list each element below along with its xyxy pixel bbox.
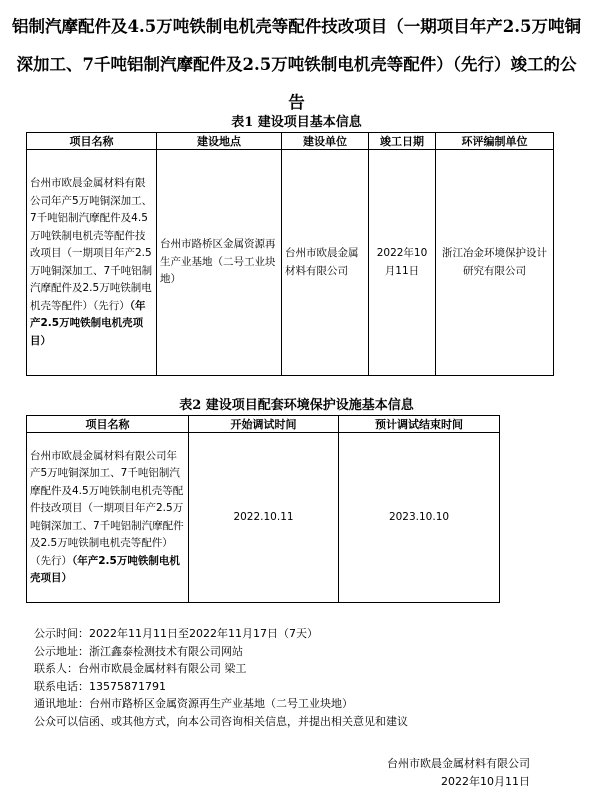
env-facility-info-table [26, 415, 500, 603]
table-header-row [27, 133, 554, 150]
publicity-period: 公示时间：2022年11月11日至2022年11月17日（7天） [34, 627, 318, 640]
project-name-cell [27, 150, 157, 376]
column-header: 建设单位 [282, 133, 369, 150]
location-cell: 台州市路桥区金属资源再生产业基地（二号工业块地） [157, 150, 282, 376]
column-header: 建设地点 [157, 133, 282, 150]
column-header: 预计调试结束时间 [339, 416, 500, 433]
project-name: 台州市欧晨金属材料有限公司年产5万吨铜深加工、7千吨铝制汽摩配件及4.5万吨铁制电机壳等配件技改项目（一期项目年产2.5万吨铜深加工、7千吨铝制汽摩配件及2.5万吨铁制电机壳等配件）（先行） [30, 449, 184, 567]
notice-info-block [34, 625, 408, 731]
signature-block [387, 755, 530, 790]
completion-date-cell: 2022年10月11日 [369, 150, 436, 376]
signature-date: 2022年10月11日 [441, 774, 530, 788]
project-name-suffix: （年产2.5万吨铁制电机壳项目） [30, 554, 180, 584]
construction-unit-cell: 台州市欧晨金属材料有限公司 [282, 150, 369, 376]
debug-start-cell: 2022.10.11 [189, 433, 339, 603]
column-header: 环评编制单位 [436, 133, 554, 150]
project-name: 台州市欧晨金属材料有限公司年产5万吨铜深加工、7千吨铝制汽摩配件及4.5万吨铁制电机壳等配件技改项目（一期项目年产2.5万吨铜深加工、7千吨铝制汽摩配件及2.5万吨铁制电机壳等配件）（先行） [30, 177, 153, 312]
mailing-address: 通讯地址：台州市路桥区金属资源再生产业基地（二号工业块地） [34, 697, 353, 711]
table-row [27, 150, 554, 376]
contact-person: 联系人：台州市欧晨金属材料有限公司 梁工 [34, 662, 247, 676]
column-header: 项目名称 [27, 133, 157, 150]
column-header: 项目名称 [27, 416, 189, 433]
eia-unit-cell: 浙江冶金环境保护设计研究有限公司 [436, 150, 554, 376]
column-header: 开始调试时间 [189, 416, 339, 433]
table1-caption: 表1 建设项目基本信息 [231, 115, 362, 130]
project-name-cell [27, 433, 189, 603]
table-header-row [27, 416, 500, 433]
project-basic-info-table [26, 132, 554, 376]
table-row [27, 433, 500, 603]
column-header: 竣工日期 [369, 133, 436, 150]
public-feedback-note: 公众可以信函、或其他方式，向本公司咨询相关信息，并提出相关意见和建议 [34, 714, 408, 728]
contact-phone: 联系电话：13575871791 [34, 679, 166, 693]
notice-title: 铝制汽摩配件及4.5万吨铁制电机壳等配件技改项目（一期项目年产2.5万吨铜深加工、7千吨铝制汽摩配件及2.5万吨铁制电机壳等配件）（先行）竣工的公告 [12, 17, 581, 112]
publicity-address: 公示地址：浙江鑫泰检测技术有限公司网站 [34, 644, 243, 658]
table2-caption: 表2 建设项目配套环境保护设施基本信息 [179, 398, 414, 413]
project-name-suffix: （年产2.5万吨铁制电机壳项目） [30, 299, 146, 347]
signature-company: 台州市欧晨金属材料有限公司 [387, 757, 530, 770]
debug-end-cell: 2023.10.10 [339, 433, 500, 603]
